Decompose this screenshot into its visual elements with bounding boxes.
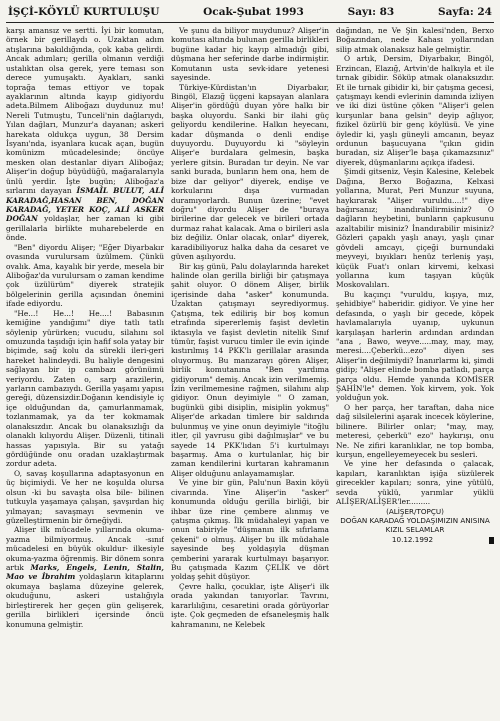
- signature-date: [336, 535, 494, 544]
- paragraph: [6, 26, 164, 243]
- paragraph: Türkiye-Kürdistan'ın Diyarbakır, Bingöl, Elazığ üçgeni kapsayan alanlara Alişer'in gördüğü duyan yöre halkı bir başka oluyordu. Sanki bir ilahi güç geliyordu kendilerine. Halkın heyecanı, kadar düşmanda o denli endişe duyuyordu. Duyuyordu ki "söyleyin Alişer'e burdalara gelmesin, başka yerlere gitsin. Buradan tır deyin. Ne var sanki burada, bunların hem ona, hem de bize dar geliyor" diyerek, endişe ve korkularını dışa vurmadan duramıyorlardı. Bunun üzerine; "evet doğru" diyordu Alişer de "buraya birilerine dar gelecek ve birileri ortada durmaz rahat kalacak. Ama o birileri asla biz değiliz. Onlar olacak, onlar" diyerek, karadibiliyoruz halka daha da cesaret ve güven aşılıyordu.: [171, 82, 329, 262]
- paragraph: O artık, Dersim, Diyarbakır, Bingöl, Erzincan, Elazığ, Artvin'de halkıyla et ile tırnak gibidir. Söküp atmak olanaksızdır. Et ile tırnak gibidir ki, bir çatışma gecesi, çatışmayı kendi evlerinin damında izliyen ve iki dizi üstüne çöken "Alişer'i gelen kurşunlar bana gelsin" deyip ağlıyor, fizikel özürlü bir genç köylüsü. Ve yine öyledir ki, yaşlı güneyli amcanın, beyaz ordunun başucuyana "çıkın gidin buradan, siz Alişer'le başa çıkamazsınız" diyerek, düşmanlarını açıkça ifadesi.: [336, 54, 494, 167]
- column-2: [171, 26, 329, 716]
- issue-date: Ocak-Şubat 1993: [203, 6, 304, 18]
- paragraph: "Ben" diyordu Alişer; "Eğer Diyarbakır ovasında vurulursam üzülmem. Çünkü ovalık. Ama, kayalık bir yerde, mesela bir Aliboğaz'da vurulursam o zaman kendime çok üzülürüm" diyerek stratejik bölgelerinin gerilla açısından önemini ifade ediyordu.: [6, 242, 164, 309]
- paragraph: dağından, ne Ve Şin kalesi'nden, Berxo Boğazından, nede Kahası yollarından silip atmak olanaksız hale gelmiştir.: [336, 26, 494, 54]
- signature-line: (ALİŞER/TOPÇU): [386, 506, 444, 516]
- paragraph: Çevre halkı, çocuklar, işte Alişer'i ilk orada yakından tanıyorlar. Tavrını, kararlılığını, cesaretini orada görüyorlar işte. Çok geçmeden de efsaneleşmiş halk kahramanını, ne Kelebek: [171, 581, 329, 629]
- paragraph-text: karşı amansız ve sertti. İyi bir komutan, örnek bir gerillaydı o. Uzaktan adım atışlarına bakıldığında, çok kaba gelirdi. Ancak adımları; gerilla olmanın verdiği ustalıktan olsa gerek, yere teması son derece yumuşaktı. Ayakları, sanki toprağa temas ettiyor ve topak ayaklarının altında kayıp gidiyordu adeta.Bilmem Aliboğazı duydunuz mu! Nereli Tutmuştu, Tunceli'nin dağlarıydı, Yılan dağları, Munzur'a dayanan; askeri harekata oldukça uygun, 38 Dersim İsyanı'nda, isyanlara kucak açan, bugün komünizm mücadelesinde; öncüye mesken olan destanlar diyarı Aliboğaz; Alişer'in doğup büyüdüğü, mağaralarıyla ünlü yerdir. İşte bugün; Aliboğaz'a sırlarını dayayan: [6, 26, 164, 196]
- paragraph: Şimdi gitseniz, Veşin Kalesine, Kelebek Dağına, Berxo Boğazına, Kelxasi yollarına, Murat, Peri Munzur suyuna, haykırarak "Alişer vuruldu....!" diye bağırsanız; inandırabilirmisiniz? O dağların heybetini, bunların çapkusunu azaltabilir misiniz? İnandırabilir misiniz? Gözleri çapaklı yaşlı anayı, yaşlı çınar gövdeli amcayı, çiçeği burnundaki meyveyi, bıyıkları henüz terleniş yaşı, küçük Fuat'ı onları kirvemi, kelxasi yollarına kum taşıyan küçük Moskovalıları.: [336, 167, 494, 290]
- paragraph-text: Alişer ilk mücadele yıllarında okuma-yazma bilmiyormuş. Ancak -sınıf mücadelesi en büyük okuldur- ilkesiyle okuma-yazma öğrenmiş. Bir dönem sonra artık: [6, 525, 164, 573]
- author-names: Marks, Engels, Lenin, Stalin, Mao ve İbrahim: [6, 563, 164, 582]
- issue-number: Sayı: 83: [347, 6, 395, 18]
- paragraph: O her parça, her taraftan, daha nice dağ silsilelerini aşarak incecek köylerine, bilinere. Bilirler onlar; "may, may, meteresi, çeberkü" ezo" haykırışı, onu Ne. Ne zifiri karanlıklar, ne top bomba, kurşun, engelleyemeyecek bu sesleri.: [336, 402, 494, 459]
- header-rule: [6, 22, 494, 23]
- column-3: [336, 26, 494, 716]
- paragraph: [6, 525, 164, 629]
- paragraph: O, savaş koşullarına adaptasyonun en üç biçimiydi. Ve her ne koşulda olursa olsun -ki bu savaşta olsa bile- bilinen tutkuyla yaşamaya çalışan, şavşırdan hiç yılmayan; savaşmayı sevmenin ve güzelleştirmenin bir örneğiydi.: [6, 468, 164, 525]
- paragraph-text: yoldaşlar, her zaman ki gibi gerillalarla birlikte muharebelerde en önde.: [6, 214, 164, 243]
- paragraph: "He...! He...! He....! Babasının kemiğine yandığımı" diye tatlı tatlı söylenip yürürken; vucudu, silahını sol omuzunda taşıdığı için hafif sola yatay bir biçimde, sağ kolu da sürekli ileri-geri hareket halindeydi. Bu haliyle dengesini sağlayan bir ip cambazı görünümü veriyordu. Zaten o, sarp arazilerin, yarların cambazıydı. Gerilla yaşamı yapısı gereği, düzensizdir.Doğanın kendisiyle iç içe olduğundan da, çamurlanmamak, tozlanmamak, ya da ter kokmamak olanaksızdır. Ancak bu olanaksızlığı da olanaklı kılıyordu Alişer. Düzenli, titinali hassas yapısıyla. Bir su yatağı gördüğünde onu oradan uzaklaştırmak zordur adeta.: [6, 308, 164, 469]
- paragraph: Bir kış günü, Palu dolaylarında hareket halinde olan gerilla birliği bir çatışmaya şahit oluyor. O dönem Alişer, birlik içerisinde daha "asker" konumunda. Uzaktan çatışmayı seyrediyormuş. Çatışma, tek ediliriş bir boş komun etrafında sipererlemiş faşist devletin iktasıyla ve faşist devletin nitelik Sınıf tümür, faşist vurucu timler ile evin içinde kıstırılmış 14 PKK'lı gerillalar arasında oluyormuş. Bu manzarayı gören Alişer, birlik komutanına "Ben yardıma gidiyorum" demiş. Ancak izin verilmemiş. İzin verilmemesine rağmen, silahını alıp gidiyor. Onun deyimiyle " O zaman, bugünkü gibi disiplin, misiplin yokmuş" Alişer'de arkadan timlere bir saldırıda bulunmuş ve yine onun deyimiyle "itoğlu itler, çil yavrusu gibi dağılmışlar" ve bu sayede 14 PKK'lıdan 5'i kurtulmayı başarmış. Ama o kurtulanlar, hiç bir zaman kendilerini kurtaran kahramanın Alişer olduğunu anlayamamışlar.: [171, 261, 329, 478]
- paragraph: Ve yine bir gün, Palu'nun Baxin köyü civarında. Yine Alişer'in "asker" konumunda olduğu gerilla birliği, bir ihbar üze rine çembere alınmış ve çatışma çıkmış. İlk müdahaleyi yapan ve onun tabiriyle "düşmanın ilk sıfırlama çekeni" o olmuş. Alişer bu ilk müdahale sayesinde beş yoldaşıyla düşman çemberini yararak kurtulmayı başarıyor. Bu çatışmada Kazım ÇELİK ve dört yoldaş şehit düşüyor.: [171, 478, 329, 582]
- article-columns: [6, 26, 494, 716]
- martyr-names: İSMAİL BULUT, ALİ KARADAĞ,HASAN BEN, DOĞAN KARADAĞ, YETER KOÇ, ALİ ASKER DOĞAN: [6, 186, 164, 224]
- paragraph-text: yoldaşların kitaplarını okumaya başlama düzeyine gelerek, okuduğunu, askeri ustalığıyla birleştirerek her geçen gün gelişerek, gerilla birlikleri içersinde öncü konumuna gelmiştir.: [6, 572, 164, 629]
- publication-name: İŞÇİ-KÖYLÜ KURTULUŞU: [8, 6, 160, 18]
- page-number: Sayfa: 24: [438, 6, 492, 18]
- signature-line: DOĞAN KARADAĞ YOLDAŞIMIZIN ANISINA: [340, 515, 490, 525]
- column-1: [6, 26, 164, 716]
- paragraph: Ve yine her defasında o çalacak, kapıları, karanlıktan işiğa süzülerek girecekler kapıları; sonra, yine yütülü, sevda yüklü, yarımlar yüklü ALİŞER/ALİŞER'ler.........: [336, 459, 494, 507]
- end-of-article-mark: [489, 537, 494, 544]
- signature-date-text: 10.12.1992: [391, 534, 434, 544]
- paragraph: Bu kaçınçı "vuruldu, kışıya, mız, şehidbiye" haberidir. gidiyor. Ve yine her defasında, o yaşlı bir gecede, köpek havlamalarıyla uyanıp, uykunun karşılaşan harlerin ardından ardından "ana , Bawo, weyve.....may, may, may, meresi....Çeberkü...ezo" diyen ses Alişer'in değilmiydi? İnanırlarmı ki, şimdi gidip; "Alişer elinde bomba patladı, parça parça oldu. Hemde yanında KOMİSER ŞAHİN'le" demen. Yok kirvem, yok. Yok yolduğun yok.: [336, 289, 494, 403]
- page-header: [6, 6, 494, 20]
- signature-line: KIZIL SELAMLAR: [385, 525, 445, 535]
- paragraph: Ve şunu da biliyor muydunuz? Alişer'in komutası altında bulunan gerilla birlikleri bugüne kadar hiç kayıp almadığı gibi, düşmana her seferinde darbe indirmiştir. Komutanın usta sevk-idare yetenesi sayesinde.: [171, 26, 329, 83]
